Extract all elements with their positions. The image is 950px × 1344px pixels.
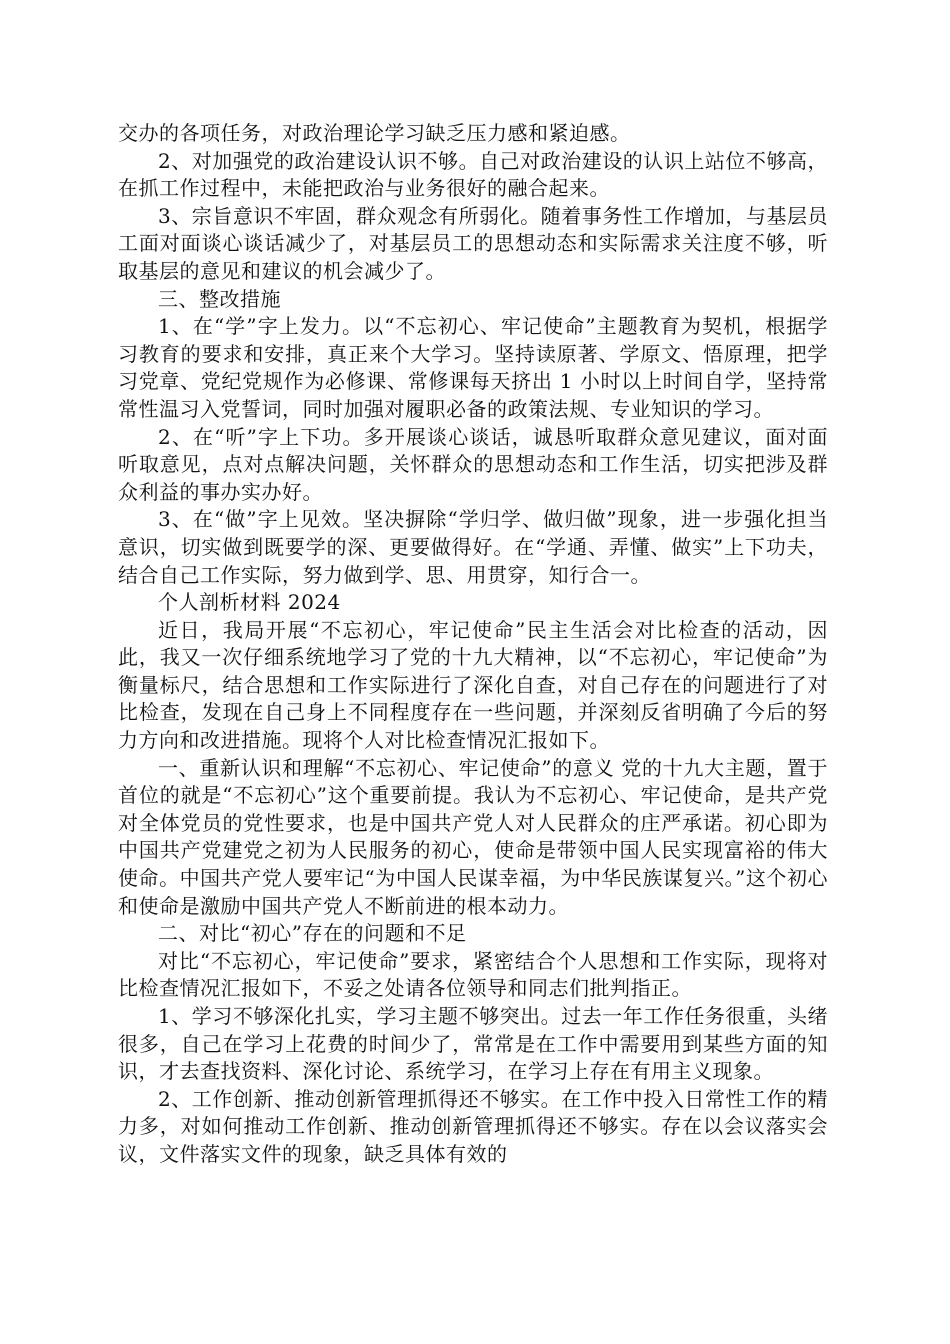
paragraph-section-1-meaning: 一、重新认识和理解“不忘初心、牢记使命”的意义 党的十九大主题，置于首位的就是“不忘初心”这个重要前提。我认为不忘初心、牢记使命，是共产党对全体党员的党性要求，也是中国共产党人对人民群众的庄严承诺。初心即为中国共产党建党之初为人民服务的初心，使命是带领中国人民实现富裕的伟大使命。中国共产党人要牢记“为中国人民谋幸福，为中华民族谋复兴。”这个初心和使命是激励中国共产党人不断前进的根本动力。 bbox=[118, 755, 828, 918]
paragraph-continuation: 交办的各项任务，对政治理论学习缺乏压力感和紧迫感。 bbox=[118, 121, 631, 145]
section-heading-problems: 二、对比“初心”存在的问题和不足 bbox=[158, 921, 467, 946]
document-body bbox=[118, 120, 828, 1169]
paragraph-introduction: 近日，我局开展“不忘初心，牢记使命”民主生活会对比检查的活动，因此，我又一次仔细系统地学习了党的十九大精神，以“不忘初心，牢记使命”为衡量标尺，结合思想和工作实际进行了深化自查，对自己存在的问题进行了对比检查，发现在自己身上不同程度存在一些问题，并深刻反省明确了今后的努力方向和改进措施。现将个人对比检查情况汇报如下。 bbox=[118, 617, 828, 753]
paragraph-item-2-political-building: 2、对加强党的政治建设认识不够。自己对政治建设的认识上站位不够高，在抓工作过程中，未能把政治与业务很好的融合起来。 bbox=[118, 148, 828, 201]
paragraph-measure-2-listen: 2、在“听”字上下功。多开展谈心谈话，诚恳听取群众意见建议，面对面听取意见，点对点解决问题，关怀群众的思想动态和工作生活，切实把涉及群众利益的事办实办好。 bbox=[118, 424, 828, 504]
paragraph-problems-intro: 对比“不忘初心，牢记使命”要求，紧密结合个人思想和工作实际，现将对比检查情况汇报如下，不妥之处请各位领导和同志们批判指正。 bbox=[118, 948, 828, 1001]
paragraph-measure-3-do: 3、在“做”字上见效。坚决摒除“学归学、做归做”现象，进一步强化担当意识，切实做到既要学的深、更要做得好。在“学通、弄懂、做实”上下功夫，结合自己工作实际，努力做到学、思、用贯穿，知行合一。 bbox=[118, 507, 828, 587]
paragraph-problem-2-innovation: 2、工作创新、推动创新管理抓得还不够实。在工作中投入日常性工作的精力多，对如何推动工作创新、推动创新管理抓得还不够实。存在以会议落实会议，文件落实文件的现象，缺乏具体有效的 bbox=[118, 1086, 828, 1166]
section-heading-rectification: 三、整改措施 bbox=[158, 286, 281, 311]
paragraph-item-3-purpose-awareness: 3、宗旨意识不牢固，群众观念有所弱化。随着事务性工作增加，与基层员工面对面谈心谈话减少了，对基层员工的思想动态和实际需求关注度不够，听取基层的意见和建议的机会减少了。 bbox=[118, 203, 828, 283]
document-subtitle: 个人剖析材料 2024 bbox=[158, 590, 341, 615]
paragraph-measure-1-study: 1、在“学”字上发力。以“不忘初心、牢记使命”主题教育为契机，根据学习教育的要求和安排，真正来个大学习。坚持读原著、学原文、悟原理，把学习党章、党纪党规作为必修课、常修课每天挤出 1 小时以上时间自学，坚持常常性温习入党誓词，同时加强对履职必备的政策法规、专业知识的学习。 bbox=[118, 314, 828, 421]
paragraph-problem-1-study: 1、学习不够深化扎实，学习主题不够突出。过去一年工作任务很重，头绪很多，自己在学习上花费的时间少了，常常是在工作中需要用到某些方面的知识，才去查找资料、深化讨论、系统学习，在学习上存在有用主义现象。 bbox=[118, 1004, 828, 1084]
